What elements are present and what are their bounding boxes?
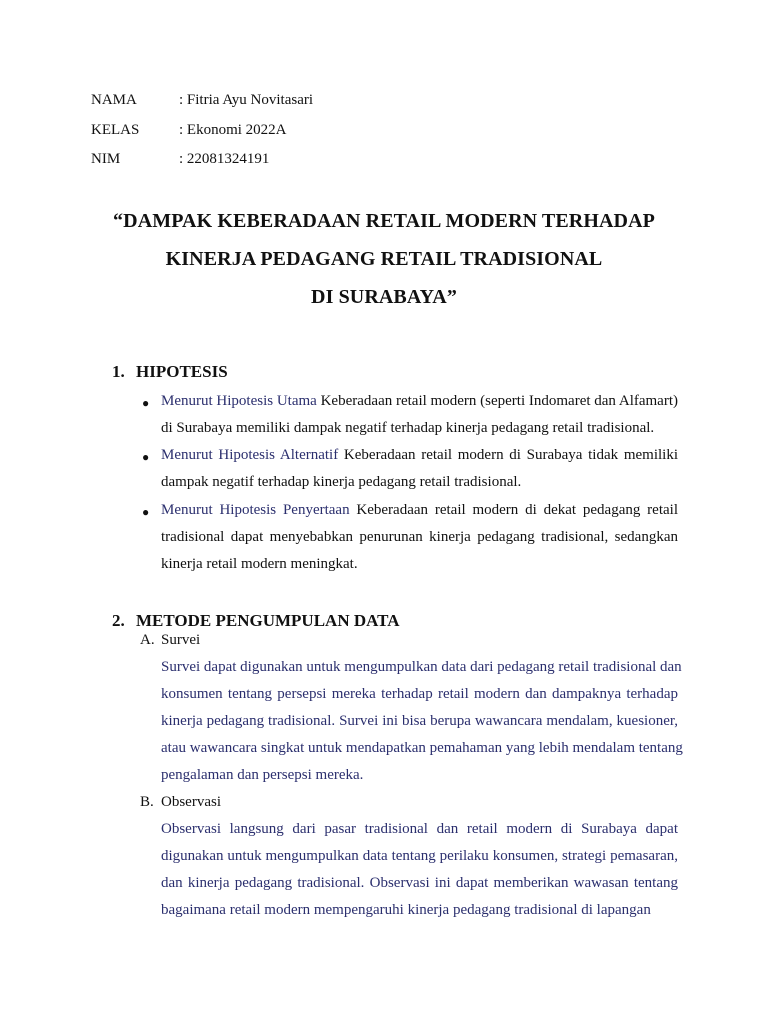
hipotesis-penyertaan-line-2: tradisional dapat menyebabkan penurunan kinerja pedagang tradisional, sedangkan bbox=[161, 529, 678, 545]
name-label: NAMA bbox=[91, 92, 137, 108]
survei-line-1: Survei dapat digunakan untuk mengumpulkan data dari pedagang retail tradisional dan bbox=[161, 659, 682, 675]
title-line-1: “DAMPAK KEBERADAAN RETAIL MODERN TERHADAP bbox=[113, 210, 655, 232]
class-label: KELAS bbox=[91, 122, 140, 138]
survei-line-4: atau wawancara singkat untuk mendapatkan pemahaman yang lebih mendalam tentang bbox=[161, 740, 683, 756]
observasi-heading bbox=[140, 794, 221, 811]
section-2-number: 2. bbox=[112, 611, 125, 630]
survei-letter: A. bbox=[140, 632, 155, 648]
observasi-line-4: bagaimana retail modern mempengaruhi kinerja pedagang tradisional di lapangan bbox=[161, 902, 651, 918]
hipotesis-penyertaan-line-1: Menurut Hipotesis Penyertaan Keberadaan retail modern di dekat pedagang retail bbox=[161, 502, 678, 518]
nim-label: NIM bbox=[91, 151, 121, 167]
title-line-2: KINERJA PEDAGANG RETAIL TRADISIONAL bbox=[165, 248, 603, 270]
observasi-letter: B. bbox=[140, 794, 154, 810]
survei-heading bbox=[140, 632, 200, 649]
observasi-title: Observasi bbox=[161, 794, 221, 810]
section-2-heading bbox=[112, 611, 400, 631]
hipotesis-utama-keyword: Menurut Hipotesis Utama bbox=[161, 393, 317, 409]
observasi-line-1: Observasi langsung dari pasar tradisional dan retail modern di Surabaya dapat bbox=[161, 821, 678, 837]
hipotesis-alternatif-line-1: Menurut Hipotesis Alternatif Keberadaan retail modern di Surabaya tidak memiliki bbox=[161, 447, 678, 463]
hipotesis-alternatif-keyword: Menurut Hipotesis Alternatif bbox=[161, 447, 339, 463]
section-1-title: HIPOTESIS bbox=[136, 362, 228, 381]
name-value: : Fitria Ayu Novitasari bbox=[179, 92, 314, 108]
section-1-heading bbox=[112, 362, 228, 382]
hipotesis-utama-line-2: di Surabaya memiliki dampak negatif terhadap kinerja pedagang retail tradisional. bbox=[161, 420, 655, 436]
nim-value: : 22081324191 bbox=[179, 151, 270, 167]
hipotesis-utama-line-1: Menurut Hipotesis Utama Keberadaan retail modern (seperti Indomaret dan Alfamart) bbox=[161, 393, 679, 409]
bullet-dot-icon: ● bbox=[142, 396, 150, 410]
section-1-number: 1. bbox=[112, 362, 125, 381]
survei-line-3: kinerja pedagang tradisional. Survei ini bisa berupa wawancara mendalam, kuesioner, bbox=[161, 713, 678, 729]
section-2-title: METODE PENGUMPULAN DATA bbox=[136, 611, 400, 630]
class-value: : Ekonomi 2022A bbox=[179, 122, 287, 138]
survei-title: Survei bbox=[161, 632, 201, 648]
hipotesis-penyertaan-line-3: kinerja retail modern meningkat. bbox=[161, 556, 358, 572]
bullet-dot-icon: ● bbox=[142, 450, 150, 464]
title-line-3: DI SURABAYA” bbox=[311, 286, 457, 308]
observasi-line-3: dan kinerja pedagang tradisional. Observasi ini dapat memberikan wawasan tentang bbox=[161, 875, 678, 891]
survei-line-2: konsumen tentang persepsi mereka terhadap retail modern dan dampaknya terhadap bbox=[161, 686, 678, 702]
hipotesis-alternatif-line-2: dampak negatif terhadap kinerja pedagang retail tradisional. bbox=[161, 474, 522, 490]
survei-line-5: pengalaman dan persepsi mereka. bbox=[161, 767, 364, 783]
bullet-dot-icon: ● bbox=[142, 505, 150, 519]
observasi-line-2: digunakan untuk mengumpulkan data tentang perilaku konsumen, strategi pemasaran, bbox=[161, 848, 678, 864]
hipotesis-penyertaan-keyword: Menurut Hipotesis Penyertaan bbox=[161, 502, 350, 518]
